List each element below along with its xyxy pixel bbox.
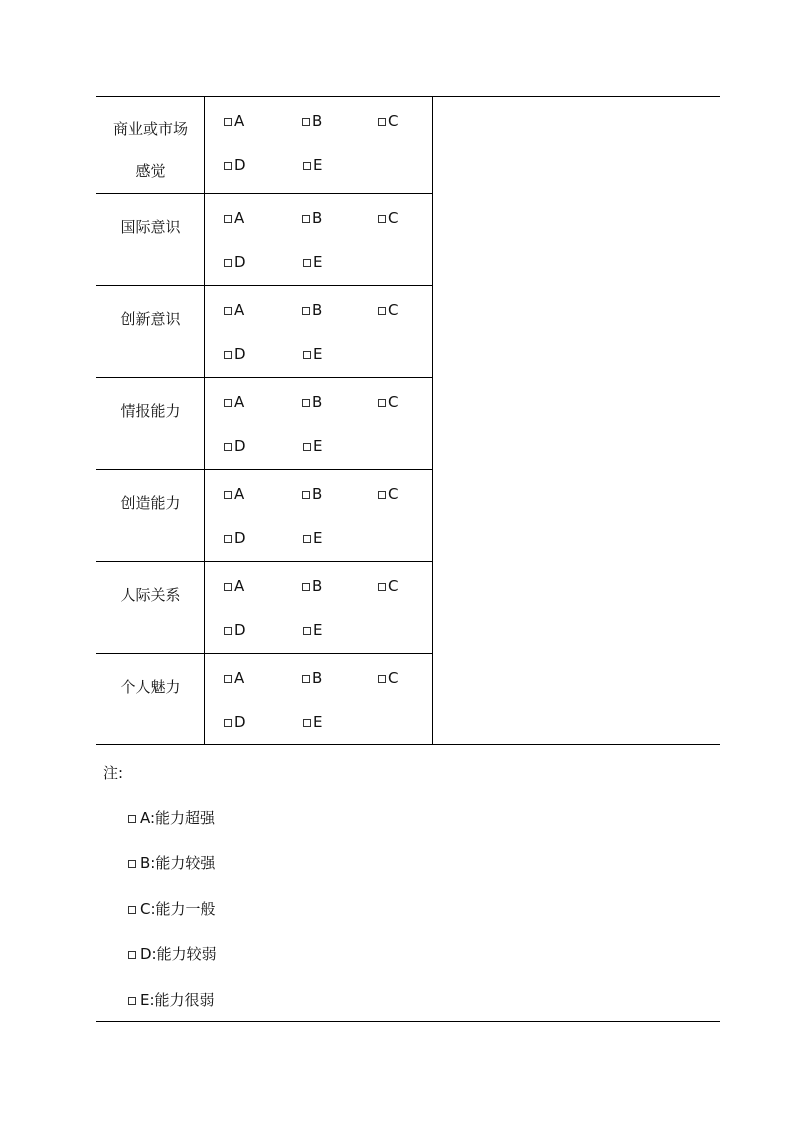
- checkbox-icon[interactable]: [303, 351, 311, 359]
- checkbox-icon[interactable]: [224, 491, 232, 499]
- option-label: C: [388, 393, 399, 411]
- option-label: B: [312, 112, 323, 130]
- checkbox-icon[interactable]: [224, 307, 232, 315]
- option-label: E: [313, 345, 323, 363]
- option-b[interactable]: [302, 301, 322, 319]
- checkbox-icon[interactable]: [224, 443, 232, 451]
- option-label: B: [312, 301, 323, 319]
- option-d[interactable]: [224, 437, 246, 455]
- option-label: C: [388, 301, 399, 319]
- option-d[interactable]: [224, 253, 246, 271]
- notes-bottom-border: [96, 1021, 720, 1022]
- note-text: A:能力超强: [140, 809, 216, 827]
- checkbox-icon[interactable]: [303, 535, 311, 543]
- option-label: B: [312, 485, 323, 503]
- checkbox-icon: [128, 860, 136, 868]
- checkbox-icon[interactable]: [224, 259, 232, 267]
- option-label: E: [313, 437, 323, 455]
- checkbox-icon: [128, 951, 136, 959]
- option-label: A: [234, 209, 245, 227]
- option-label: E: [313, 621, 323, 639]
- option-d[interactable]: [224, 156, 246, 174]
- row-label-innovation-awareness: [97, 298, 204, 340]
- note-text: D:能力较弱: [140, 945, 217, 963]
- option-label: A: [234, 393, 245, 411]
- option-label: D: [234, 253, 246, 271]
- option-label: D: [234, 621, 246, 639]
- option-label: C: [388, 485, 399, 503]
- checkbox-icon: [128, 815, 136, 823]
- option-a[interactable]: [224, 393, 244, 411]
- checkbox-icon[interactable]: [303, 259, 311, 267]
- checkbox-icon[interactable]: [224, 162, 232, 170]
- row-label-line: 国际意识: [120, 218, 181, 236]
- option-label: C: [388, 577, 399, 595]
- option-label: A: [234, 485, 245, 503]
- option-b[interactable]: [302, 577, 322, 595]
- checkbox-icon[interactable]: [224, 118, 232, 126]
- option-label: A: [234, 112, 245, 130]
- row-label-line: 情报能力: [120, 402, 181, 420]
- option-c[interactable]: [378, 669, 398, 687]
- checkbox-icon[interactable]: [224, 215, 232, 223]
- option-e[interactable]: [303, 253, 322, 271]
- row-label-personal-charm: [97, 666, 204, 708]
- row-label-international-awareness: [97, 206, 204, 248]
- option-label: C: [388, 112, 399, 130]
- checkbox-icon[interactable]: [302, 118, 310, 126]
- row-label-creativity-ability: [97, 482, 204, 524]
- option-label: D: [234, 437, 246, 455]
- option-b[interactable]: [302, 393, 322, 411]
- option-b[interactable]: [302, 485, 322, 503]
- row-separator: [96, 561, 433, 562]
- checkbox-icon[interactable]: [303, 162, 311, 170]
- checkbox-icon[interactable]: [224, 399, 232, 407]
- row-label-line: 感觉: [135, 162, 166, 180]
- notes-title: 注:: [103, 764, 124, 782]
- option-label: C: [388, 209, 399, 227]
- column-divider-label: [204, 96, 205, 745]
- checkbox-icon[interactable]: [302, 675, 310, 683]
- option-a[interactable]: [224, 301, 244, 319]
- option-label: B: [312, 393, 323, 411]
- option-e[interactable]: [303, 437, 322, 455]
- option-label: B: [312, 577, 323, 595]
- option-label: E: [313, 253, 323, 271]
- option-d[interactable]: [224, 345, 246, 363]
- row-separator: [96, 193, 433, 194]
- checkbox-icon[interactable]: [378, 491, 386, 499]
- option-b[interactable]: [302, 112, 322, 130]
- table-bottom-border: [96, 744, 720, 745]
- checkbox-icon[interactable]: [303, 443, 311, 451]
- row-label-line: 商业或市场: [112, 120, 188, 138]
- checkbox-icon[interactable]: [224, 719, 232, 727]
- option-e[interactable]: [303, 621, 322, 639]
- option-a[interactable]: [224, 577, 244, 595]
- option-c[interactable]: [378, 577, 398, 595]
- option-e[interactable]: [303, 345, 322, 363]
- option-e[interactable]: [303, 156, 322, 174]
- checkbox-icon[interactable]: [224, 535, 232, 543]
- checkbox-icon[interactable]: [224, 351, 232, 359]
- option-a[interactable]: [224, 209, 244, 227]
- note-text: C:能力一般: [140, 900, 216, 918]
- option-label: D: [234, 345, 246, 363]
- option-label: A: [234, 577, 245, 595]
- option-a[interactable]: [224, 112, 244, 130]
- option-label: A: [234, 301, 245, 319]
- note-text: E:能力很弱: [140, 991, 215, 1009]
- option-label: B: [312, 209, 323, 227]
- option-d[interactable]: [224, 621, 246, 639]
- note-item-b: [128, 852, 215, 873]
- checkbox-icon[interactable]: [378, 583, 386, 591]
- checkbox-icon[interactable]: [378, 307, 386, 315]
- row-label-intelligence-ability: [97, 390, 204, 432]
- checkbox-icon[interactable]: [378, 399, 386, 407]
- option-c[interactable]: [378, 112, 398, 130]
- option-label: D: [234, 529, 246, 547]
- note-item-c: [128, 898, 216, 919]
- checkbox-icon[interactable]: [302, 491, 310, 499]
- option-c[interactable]: [378, 485, 398, 503]
- row-separator: [96, 469, 433, 470]
- checkbox-icon: [128, 906, 136, 914]
- note-text: B:能力较强: [140, 854, 216, 872]
- row-separator: [96, 377, 433, 378]
- row-separator: [96, 653, 433, 654]
- option-a[interactable]: [224, 485, 244, 503]
- checkbox-icon[interactable]: [303, 719, 311, 727]
- option-d[interactable]: [224, 529, 246, 547]
- option-c[interactable]: [378, 209, 398, 227]
- checkbox-icon[interactable]: [224, 675, 232, 683]
- checkbox-icon[interactable]: [378, 118, 386, 126]
- option-c[interactable]: [378, 393, 398, 411]
- option-label: A: [234, 669, 245, 687]
- checkbox-icon[interactable]: [302, 307, 310, 315]
- option-label: E: [313, 529, 323, 547]
- row-label-line: 创新意识: [120, 310, 181, 328]
- row-label-line: 人际关系: [120, 586, 181, 604]
- option-e[interactable]: [303, 529, 322, 547]
- row-label-interpersonal-relations: [97, 574, 204, 616]
- row-label-line: 创造能力: [120, 494, 181, 512]
- checkbox-icon[interactable]: [303, 627, 311, 635]
- note-item-a: [128, 807, 215, 828]
- row-label-line: 个人魅力: [120, 678, 181, 696]
- checkbox-icon[interactable]: [302, 583, 310, 591]
- checkbox-icon[interactable]: [302, 215, 310, 223]
- checkbox-icon[interactable]: [224, 627, 232, 635]
- option-label: D: [234, 713, 246, 731]
- option-a[interactable]: [224, 669, 244, 687]
- row-label-business-market-sense: [97, 108, 204, 192]
- option-label: C: [388, 669, 399, 687]
- option-b[interactable]: [302, 209, 322, 227]
- table-right-merged-cell: [433, 97, 719, 744]
- checkbox-icon: [128, 997, 136, 1005]
- note-item-d: [128, 943, 217, 964]
- option-c[interactable]: [378, 301, 398, 319]
- checkbox-icon[interactable]: [224, 583, 232, 591]
- note-item-e: [128, 989, 215, 1010]
- checkbox-icon[interactable]: [378, 215, 386, 223]
- option-label: D: [234, 156, 246, 174]
- option-label: B: [312, 669, 323, 687]
- option-b[interactable]: [302, 669, 322, 687]
- row-separator: [96, 285, 433, 286]
- option-e[interactable]: [303, 713, 322, 731]
- checkbox-icon[interactable]: [378, 675, 386, 683]
- checkbox-icon[interactable]: [302, 399, 310, 407]
- option-d[interactable]: [224, 713, 246, 731]
- option-label: E: [313, 713, 323, 731]
- option-label: E: [313, 156, 323, 174]
